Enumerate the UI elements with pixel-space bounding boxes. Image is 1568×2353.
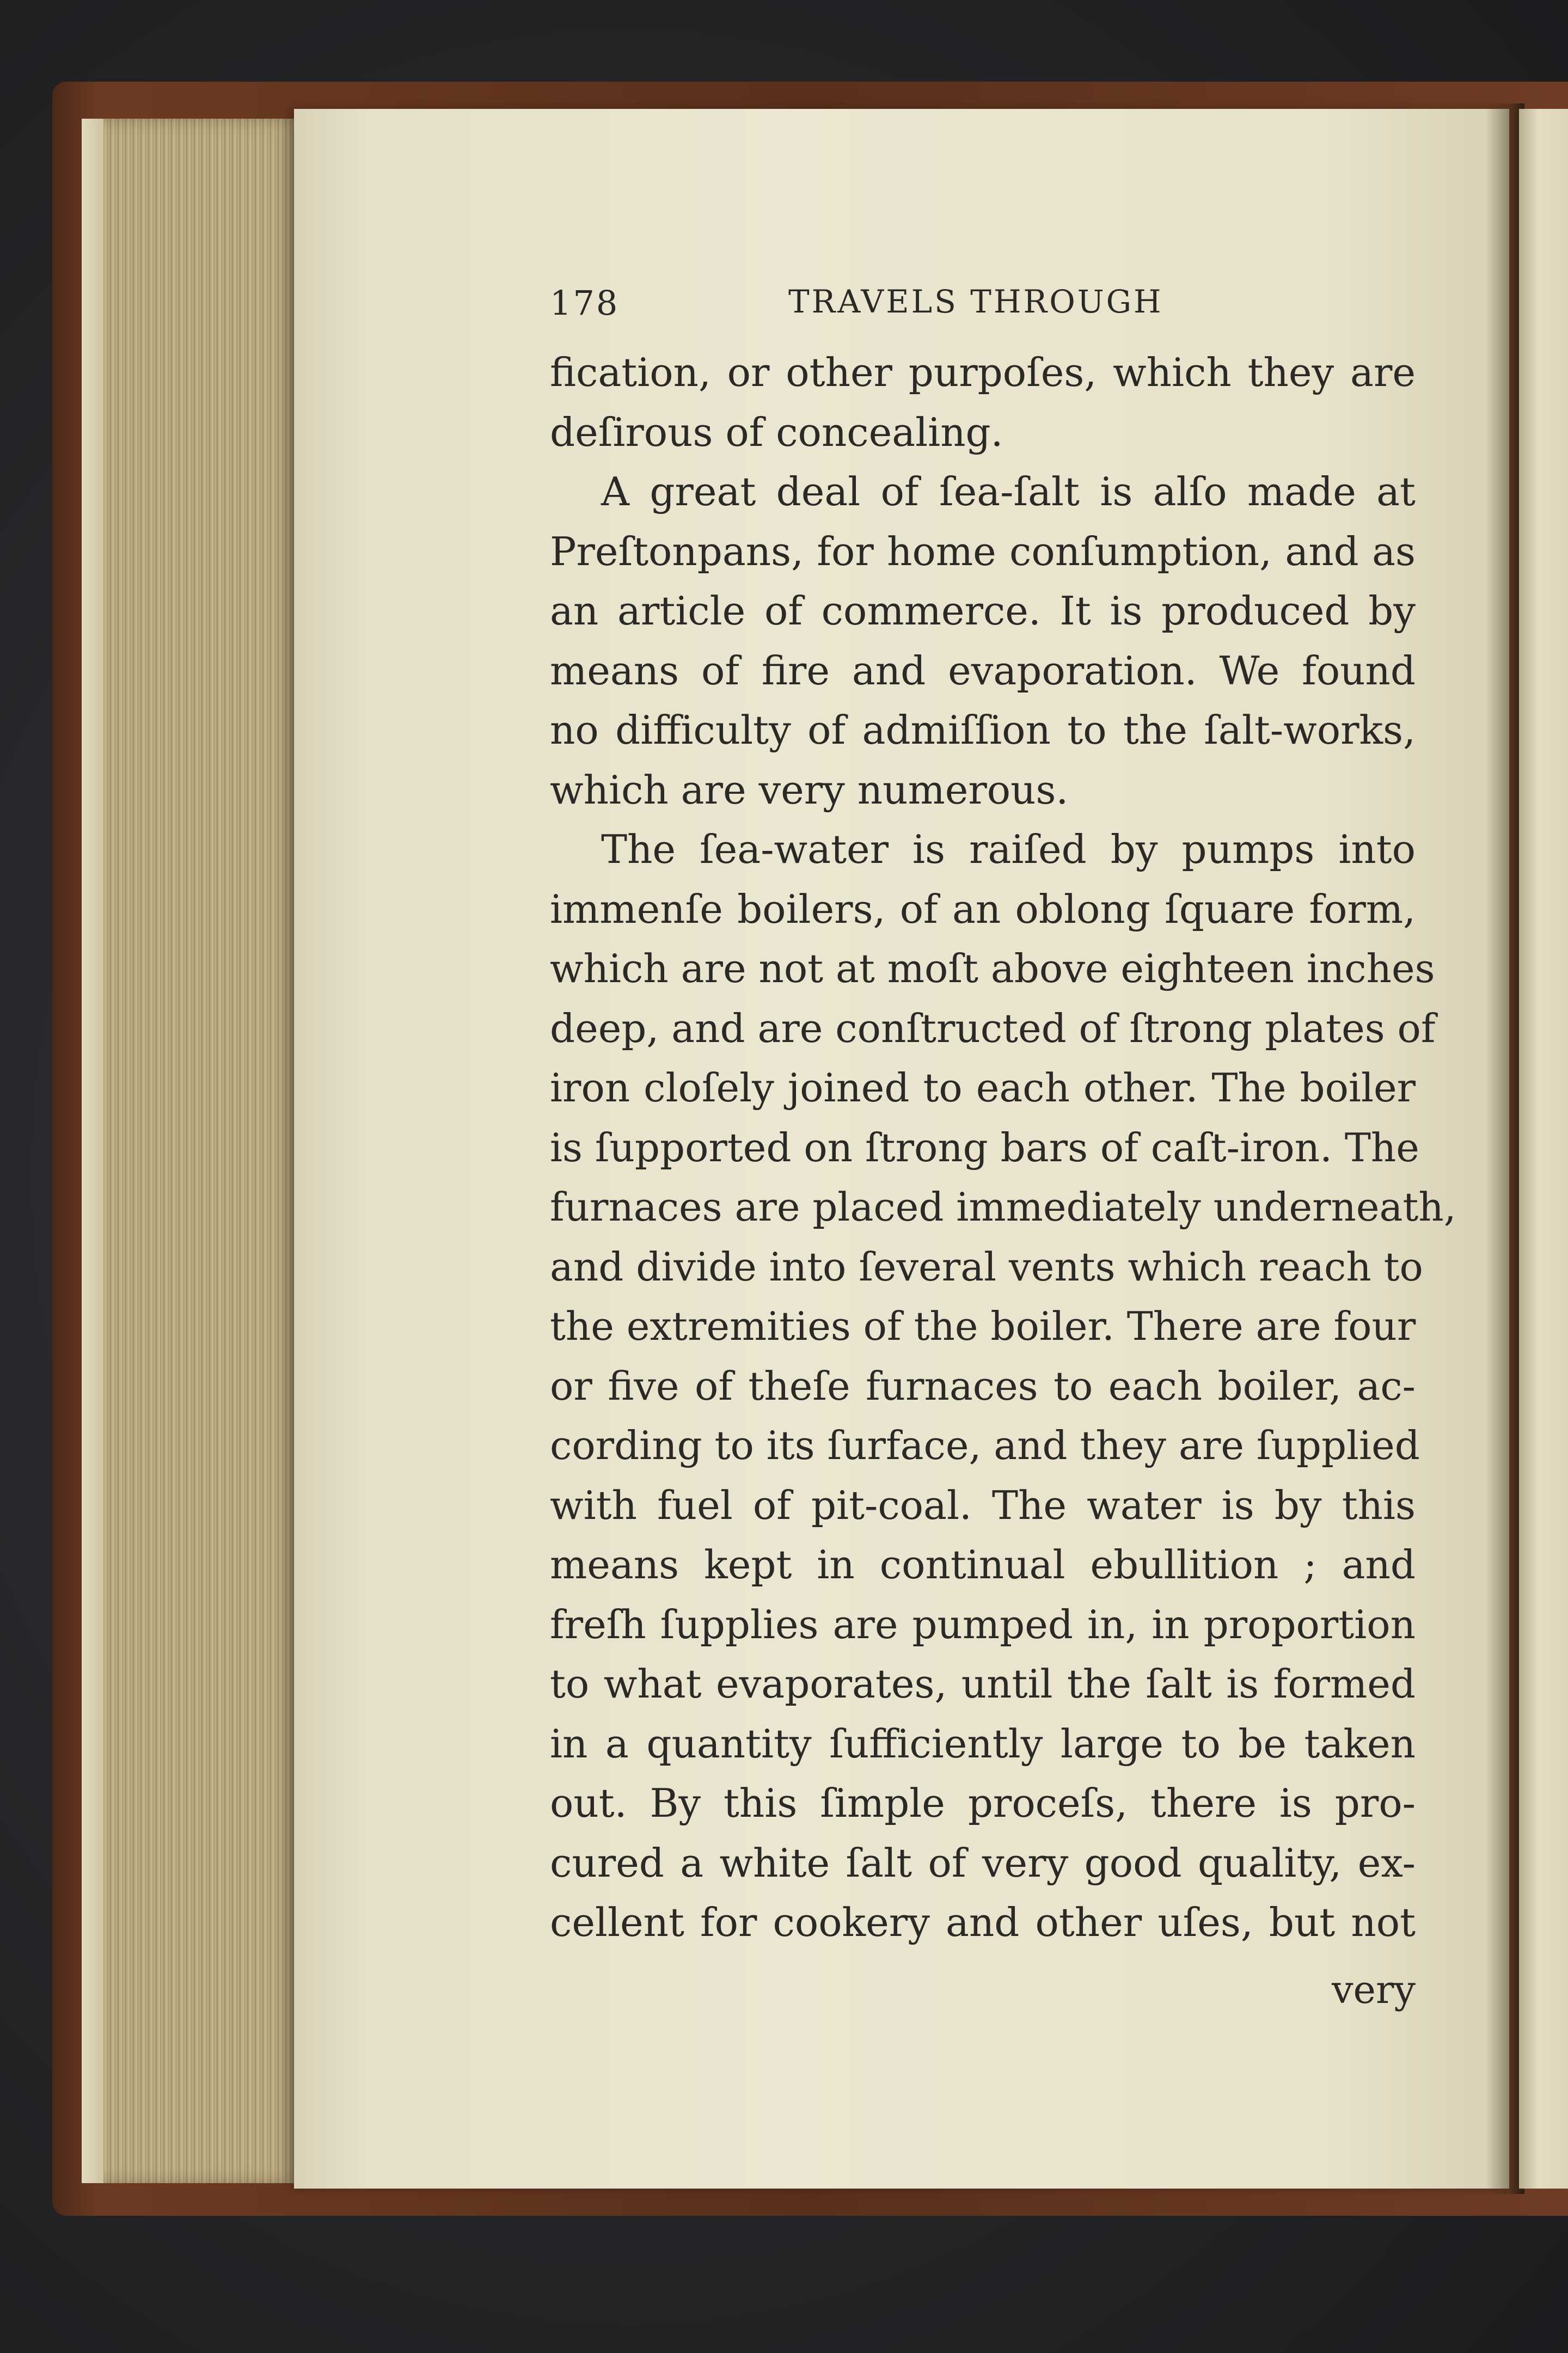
text-line: A great deal of ſea-ſalt is alſo made at [601,469,1416,514]
text-line: means kept in continual ebullition ; and [550,1542,1416,1588]
text-line: and divide into ſeveral vents which reach to [550,1243,1423,1290]
text-line: an article of commerce. It is produced by [550,588,1416,634]
text-line: deep, and are conſtructed of ſtrong plates of [550,1005,1436,1051]
text-line: Preſtonpans, for home conſumption, and as [550,528,1416,574]
text-line: or five of theſe furnaces to each boiler, ac- [550,1363,1416,1409]
running-head [550,283,1416,343]
text-line: which are very numerous. [550,767,1069,813]
text-line: iron cloſely joined to each other. The boiler [550,1065,1416,1111]
running-title: TRAVELS THROUGH [788,283,1163,320]
text-line: furnaces are placed immediately underneath, [550,1184,1456,1230]
text-line: cured a white ſalt of very good quality, ex- [550,1840,1416,1886]
text-line: with fuel of pit-coal. The water is by this [550,1482,1416,1528]
text-line: the extremities of the boiler. There are four [550,1303,1416,1349]
text-line: fication, or other purpoſes, which they are [550,350,1416,395]
facing-page-edge [1519,109,1568,2189]
text-line: The ſea-water is raiſed by pumps into [601,826,1416,872]
catchword: very [1332,1967,1416,2012]
text-line: which are not at moſt above eighteen inches [550,946,1435,991]
text-line: means of fire and evaporation. We found [550,647,1416,694]
text-line: out. By this ſimple proceſs, there is pro- [550,1780,1416,1826]
text-line: is ſupported on ſtrong bars of caſt-iron. The [550,1124,1419,1171]
text-line: cording to its ſurface, and they are ſupplied [550,1423,1420,1468]
text-line: immenſe boilers, of an oblong ſquare form, [550,886,1416,932]
page-number: 178 [550,283,620,323]
text-block [550,283,1456,2017]
body-text [550,343,1456,1953]
text-line: in a quantity ſufficiently large to be taken [550,1720,1416,1767]
text-line: deſirous of concealing. [550,409,1003,455]
text-line: to what evaporates, until the ſalt is formed [550,1661,1416,1707]
page-edges [82,119,299,2183]
text-line: no difficulty of admiſſion to the ſalt-works, [550,707,1416,753]
text-line: freſh ſupplies are pumped in, in proportion [550,1601,1416,1647]
text-line: cellent for cookery and other uſes, but not [550,1899,1416,1945]
